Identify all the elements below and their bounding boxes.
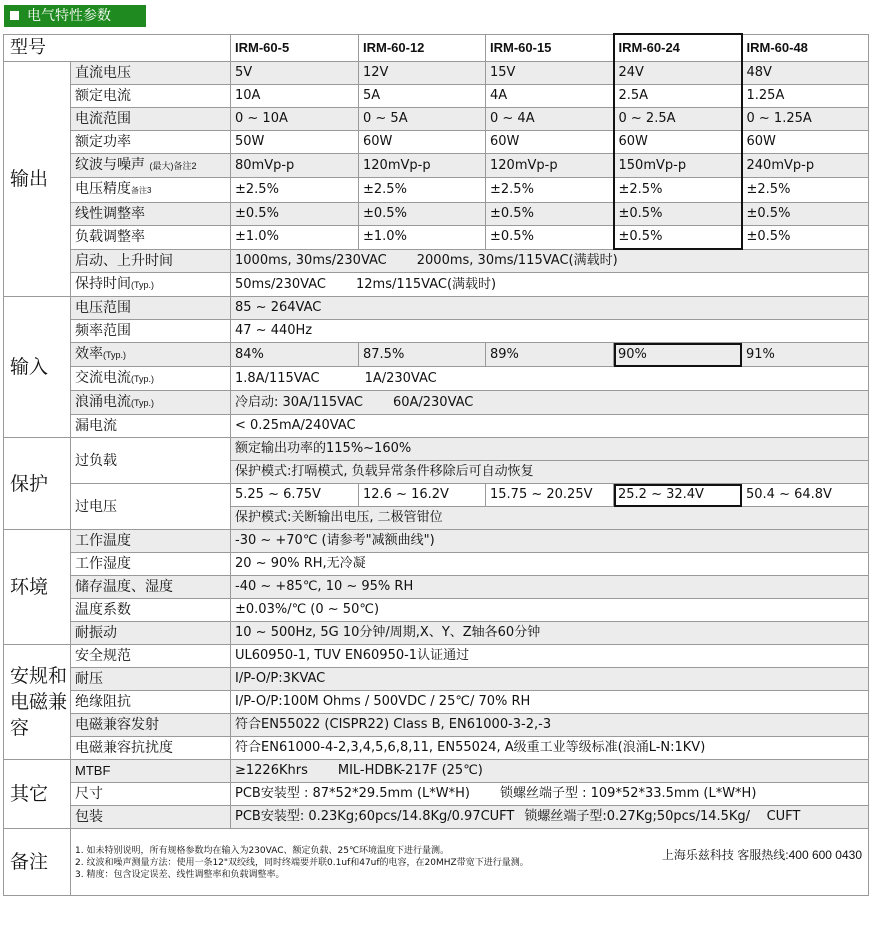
row-label: 储存温度、湿度	[71, 576, 231, 599]
row-label: 额定功率	[71, 131, 231, 154]
cell: 60W	[359, 131, 486, 154]
category-output: 输出	[4, 62, 71, 297]
cell: 48V	[742, 62, 869, 85]
cell: 5A	[359, 85, 486, 108]
value-a: ≥1226Khrs	[235, 763, 308, 778]
cell: 2.5A	[614, 85, 742, 108]
cell: ±2.5%	[486, 178, 614, 203]
model-1: IRM-60-5	[231, 34, 359, 62]
hold-value	[231, 273, 869, 297]
cell: 240mVp-p	[742, 154, 869, 178]
cell: 91%	[742, 343, 869, 367]
cell: 0 ~ 2.5A	[614, 108, 742, 131]
hold-row	[4, 273, 869, 297]
cell: ±0.5%	[742, 226, 869, 250]
row-label	[71, 760, 231, 783]
label-sub: (Typ.)	[131, 374, 155, 384]
cell: 15V	[486, 62, 614, 85]
row-label: 额定电流	[71, 85, 231, 108]
output-row	[4, 62, 869, 85]
label-text: 浪涌电流	[75, 394, 131, 410]
cell: ±0.03%/℃ (0 ~ 50℃)	[231, 599, 869, 622]
model-5: IRM-60-48	[742, 34, 869, 62]
cell: ±1.0%	[359, 226, 486, 250]
value-b: 锁螺丝端子型:0.27Kg;50pcs/14.5Kg/ CUFT	[524, 809, 801, 824]
category-protection: 保护	[4, 438, 71, 530]
row-label: 频率范围	[71, 320, 231, 343]
row-label: 直流电压	[71, 62, 231, 85]
row-label: 负载调整率	[71, 226, 231, 250]
square-icon	[10, 11, 19, 20]
cell: 50.4 ~ 64.8V	[742, 484, 869, 507]
label-sub: 备注3	[131, 186, 152, 195]
cell: ±0.5%	[486, 203, 614, 226]
row-label	[71, 178, 231, 203]
cell: 24V	[614, 62, 742, 85]
cell: 15.75 ~ 20.25V	[486, 484, 614, 507]
safety-row	[4, 645, 869, 668]
others-row	[4, 806, 869, 829]
cell: < 0.25mA/240VAC	[231, 415, 869, 438]
environment-row	[4, 622, 869, 645]
row-label	[71, 391, 231, 415]
row-label: 工作温度	[71, 530, 231, 553]
protection-row	[4, 438, 869, 461]
cell: UL60950-1, TUV EN60950-1认证通过	[231, 645, 869, 668]
cell: ±0.5%	[231, 203, 359, 226]
note-line: 3. 精度：包含设定误差、线性调整率和负载调整率。	[75, 870, 285, 880]
cell: ±2.5%	[359, 178, 486, 203]
cell: -40 ~ +85℃, 10 ~ 95% RH	[231, 576, 869, 599]
cell: ±0.5%	[614, 226, 742, 250]
cell: ±0.5%	[742, 203, 869, 226]
cell	[231, 783, 869, 806]
cell: 5V	[231, 62, 359, 85]
value-a: 50ms/230VAC	[235, 276, 326, 292]
label-text: 效率	[75, 346, 103, 362]
cell: 85 ~ 264VAC	[231, 297, 869, 320]
notes	[75, 843, 868, 881]
spec-table	[3, 33, 869, 896]
note-line: 1. 如未特别说明，所有规格参数均在输入为230VAC、额定负载、25℃环境温度下进行量测。	[75, 846, 450, 856]
output-row	[4, 108, 869, 131]
value-a: PCB安装型: 0.23Kg;60pcs/14.8Kg/0.97CUFT	[235, 809, 515, 824]
row-label: 电压范围	[71, 297, 231, 320]
startup-row	[4, 249, 869, 273]
cell: 50W	[231, 131, 359, 154]
cell: ±2.5%	[614, 178, 742, 203]
cell: 60W	[614, 131, 742, 154]
value-b: 1A/230VAC	[364, 370, 437, 386]
label-text: MTBF	[75, 763, 111, 778]
label-sub: (最大)备注2	[149, 161, 197, 171]
cell: 20 ~ 90% RH,无冷凝	[231, 553, 869, 576]
input-row	[4, 367, 869, 391]
output-row	[4, 178, 869, 203]
row-label: 耐压	[71, 668, 231, 691]
safety-row	[4, 714, 869, 737]
cell: ±0.5%	[614, 203, 742, 226]
cell: 保护模式:关断输出电压, 二极管钳位	[231, 507, 869, 530]
cell: 90%	[614, 343, 742, 367]
value-a: 1.8A/115VAC	[235, 370, 320, 386]
cell: 84%	[231, 343, 359, 367]
cell: 保护模式:打嗝模式, 负载异常条件移除后可自动恢复	[231, 461, 869, 484]
category-notes: 备注	[4, 829, 71, 896]
row-label	[71, 367, 231, 391]
cell	[231, 367, 869, 391]
model-label: 型号	[4, 34, 231, 62]
input-row	[4, 343, 869, 367]
header-row	[4, 34, 869, 62]
cell: 60W	[742, 131, 869, 154]
category-input: 输入	[4, 297, 71, 438]
cell	[231, 806, 869, 829]
row-label: 电流范围	[71, 108, 231, 131]
cell: 10A	[231, 85, 359, 108]
cell: ±0.5%	[486, 226, 614, 250]
value-b: 60A/230VAC	[392, 394, 474, 410]
safety-row	[4, 668, 869, 691]
row-label: 线性调整率	[71, 203, 231, 226]
cell: 80mVp-p	[231, 154, 359, 178]
cell: 10 ~ 500Hz, 5G 10分钟/周期,X、Y、Z轴各60分钟	[231, 622, 869, 645]
row-label: 过电压	[71, 484, 231, 530]
notes-row	[4, 829, 869, 896]
category-others: 其它	[4, 760, 71, 829]
cell: 0 ~ 4A	[486, 108, 614, 131]
value-a: PCB安装型 : 87*52*29.5mm (L*W*H)	[235, 786, 470, 801]
cell: 120mVp-p	[359, 154, 486, 178]
label-text: 纹波与噪声	[75, 157, 145, 173]
safety-row	[4, 737, 869, 760]
cell: 0 ~ 10A	[231, 108, 359, 131]
category-safety: 安规和电磁兼容	[4, 645, 71, 760]
value-b: MIL-HDBK-217F (25℃)	[337, 763, 483, 778]
cell: -30 ~ +70℃ (请参考"减额曲线")	[231, 530, 869, 553]
protection-row	[4, 484, 869, 507]
row-label: 温度系数	[71, 599, 231, 622]
cell: I/P-O/P:3KVAC	[231, 668, 869, 691]
environment-row	[4, 530, 869, 553]
cell: 120mVp-p	[486, 154, 614, 178]
label-text: 交流电流	[75, 370, 131, 386]
note-line: 2. 纹波和噪声测量方法：使用一条12"双绞线，同时终端要并联0.1uf和47uf的电容，在20MHZ带宽下进行量测。	[75, 858, 529, 868]
value-b: 锁螺丝端子型 : 109*52*33.5mm (L*W*H)	[499, 786, 757, 801]
notes-cell	[71, 829, 869, 896]
environment-row	[4, 553, 869, 576]
model-2: IRM-60-12	[359, 34, 486, 62]
output-row	[4, 131, 869, 154]
row-label: 安全规范	[71, 645, 231, 668]
model-3: IRM-60-15	[486, 34, 614, 62]
label-sub: (Typ.)	[103, 350, 127, 360]
input-row	[4, 320, 869, 343]
input-row	[4, 391, 869, 415]
value-a: 1000ms, 30ms/230VAC	[235, 253, 387, 268]
value-a: 冷启动: 30A/115VAC	[235, 394, 363, 410]
startup-value	[231, 249, 869, 273]
label-sub: (Typ.)	[131, 398, 155, 408]
row-label	[71, 154, 231, 178]
safety-row	[4, 691, 869, 714]
row-label: 尺寸	[71, 783, 231, 806]
value-b: 2000ms, 30ms/115VAC(满载时)	[416, 253, 618, 268]
cell: ±0.5%	[359, 203, 486, 226]
label-text: 保持时间	[75, 276, 131, 292]
others-row	[4, 783, 869, 806]
cell: 25.2 ~ 32.4V	[614, 484, 742, 507]
row-label: 耐振动	[71, 622, 231, 645]
cell: 额定输出功率的115%~160%	[231, 438, 869, 461]
value-b: 12ms/115VAC(满载时)	[355, 276, 497, 292]
section-title: 电气特性参数	[4, 5, 146, 27]
cell: 0 ~ 1.25A	[742, 108, 869, 131]
cell: 4A	[486, 85, 614, 108]
cell: 12.6 ~ 16.2V	[359, 484, 486, 507]
cell: 符合EN61000-4-2,3,4,5,6,8,11, EN55024, A级重工业等级标准(浪涌L-N:1KV)	[231, 737, 869, 760]
cell: ±1.0%	[231, 226, 359, 250]
environment-row	[4, 599, 869, 622]
cell: 0 ~ 5A	[359, 108, 486, 131]
label-sub: (Typ.)	[131, 280, 155, 290]
cell: 60W	[486, 131, 614, 154]
row-label: 启动、上升时间	[71, 249, 231, 273]
environment-row	[4, 576, 869, 599]
category-environment: 环境	[4, 530, 71, 645]
cell: ±2.5%	[231, 178, 359, 203]
row-label: 电磁兼容抗扰度	[71, 737, 231, 760]
others-row	[4, 760, 869, 783]
model-4: IRM-60-24	[614, 34, 742, 62]
row-label: 过负载	[71, 438, 231, 484]
label-text: 电压精度	[75, 181, 131, 197]
cell: 符合EN55022 (CISPR22) Class B, EN61000-3-2,-3	[231, 714, 869, 737]
input-row	[4, 415, 869, 438]
output-row	[4, 154, 869, 178]
cell: ±2.5%	[742, 178, 869, 203]
cell: I/P-O/P:100M Ohms / 500VDC / 25℃/ 70% RH	[231, 691, 869, 714]
cell: 1.25A	[742, 85, 869, 108]
cell: 47 ~ 440Hz	[231, 320, 869, 343]
row-label: 包装	[71, 806, 231, 829]
row-label: 电磁兼容发射	[71, 714, 231, 737]
row-label	[71, 273, 231, 297]
cell: 87.5%	[359, 343, 486, 367]
row-label: 绝缘阻抗	[71, 691, 231, 714]
row-label: 漏电流	[71, 415, 231, 438]
cell: 5.25 ~ 6.75V	[231, 484, 359, 507]
cell	[231, 760, 869, 783]
input-row	[4, 297, 869, 320]
output-row	[4, 85, 869, 108]
output-row	[4, 226, 869, 250]
cell: 12V	[359, 62, 486, 85]
cell: 89%	[486, 343, 614, 367]
cell: 150mVp-p	[614, 154, 742, 178]
row-label	[71, 343, 231, 367]
row-label: 工作湿度	[71, 553, 231, 576]
cell	[231, 391, 869, 415]
output-row	[4, 203, 869, 226]
hotline: 上海乐兹科技 客服热线:400 600 0430	[661, 848, 862, 862]
